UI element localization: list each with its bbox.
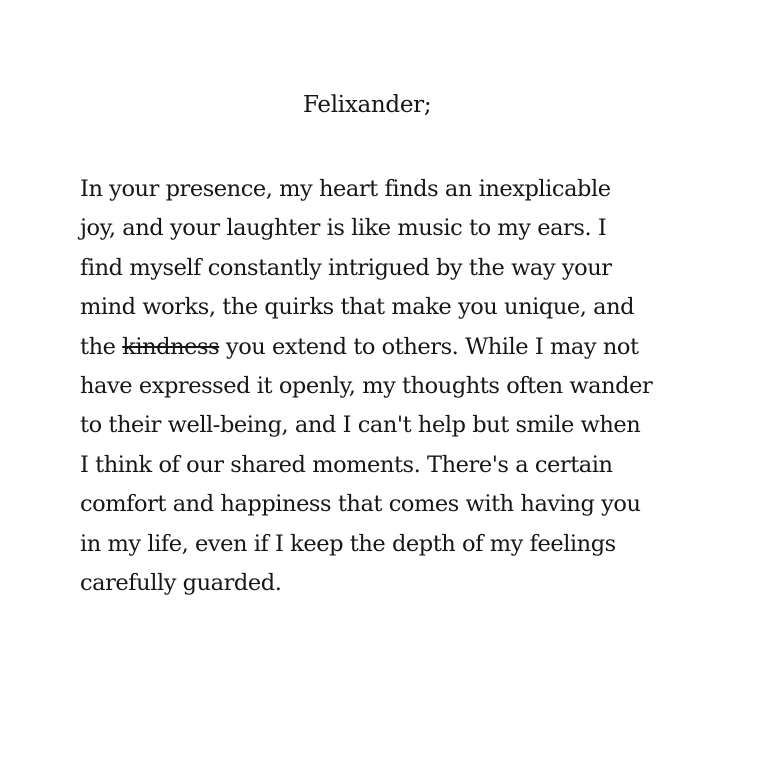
letter-line: mind works, the quirks that make you unique, and (80, 294, 635, 321)
letter-line: carefully guarded. (80, 570, 282, 597)
letter-body (80, 170, 710, 603)
letter-line: joy, and your laughter is like music to my ears. I (80, 215, 607, 242)
letter-line: In your presence, my heart finds an inexplicable (80, 176, 611, 202)
letter-line-with-strikethrough (80, 328, 710, 367)
line-text-after: you extend to others. While I may not (219, 333, 639, 360)
letter-salutation: Felixander; (303, 92, 432, 118)
letter-line: to their well-being, and I can't help but smile when (80, 412, 641, 439)
letter-line: I think of our shared moments. There's a certain (80, 451, 613, 478)
letter-line: have expressed it openly, my thoughts often wander (80, 373, 653, 400)
letter-line: in my life, even if I keep the depth of my feelings (80, 530, 616, 557)
line-text-before: the (80, 333, 123, 360)
letter-line: comfort and happiness that comes with having you (80, 491, 641, 518)
letter-line: find myself constantly intrigued by the way your (80, 254, 612, 281)
struck-through-word: kindness (122, 333, 220, 360)
